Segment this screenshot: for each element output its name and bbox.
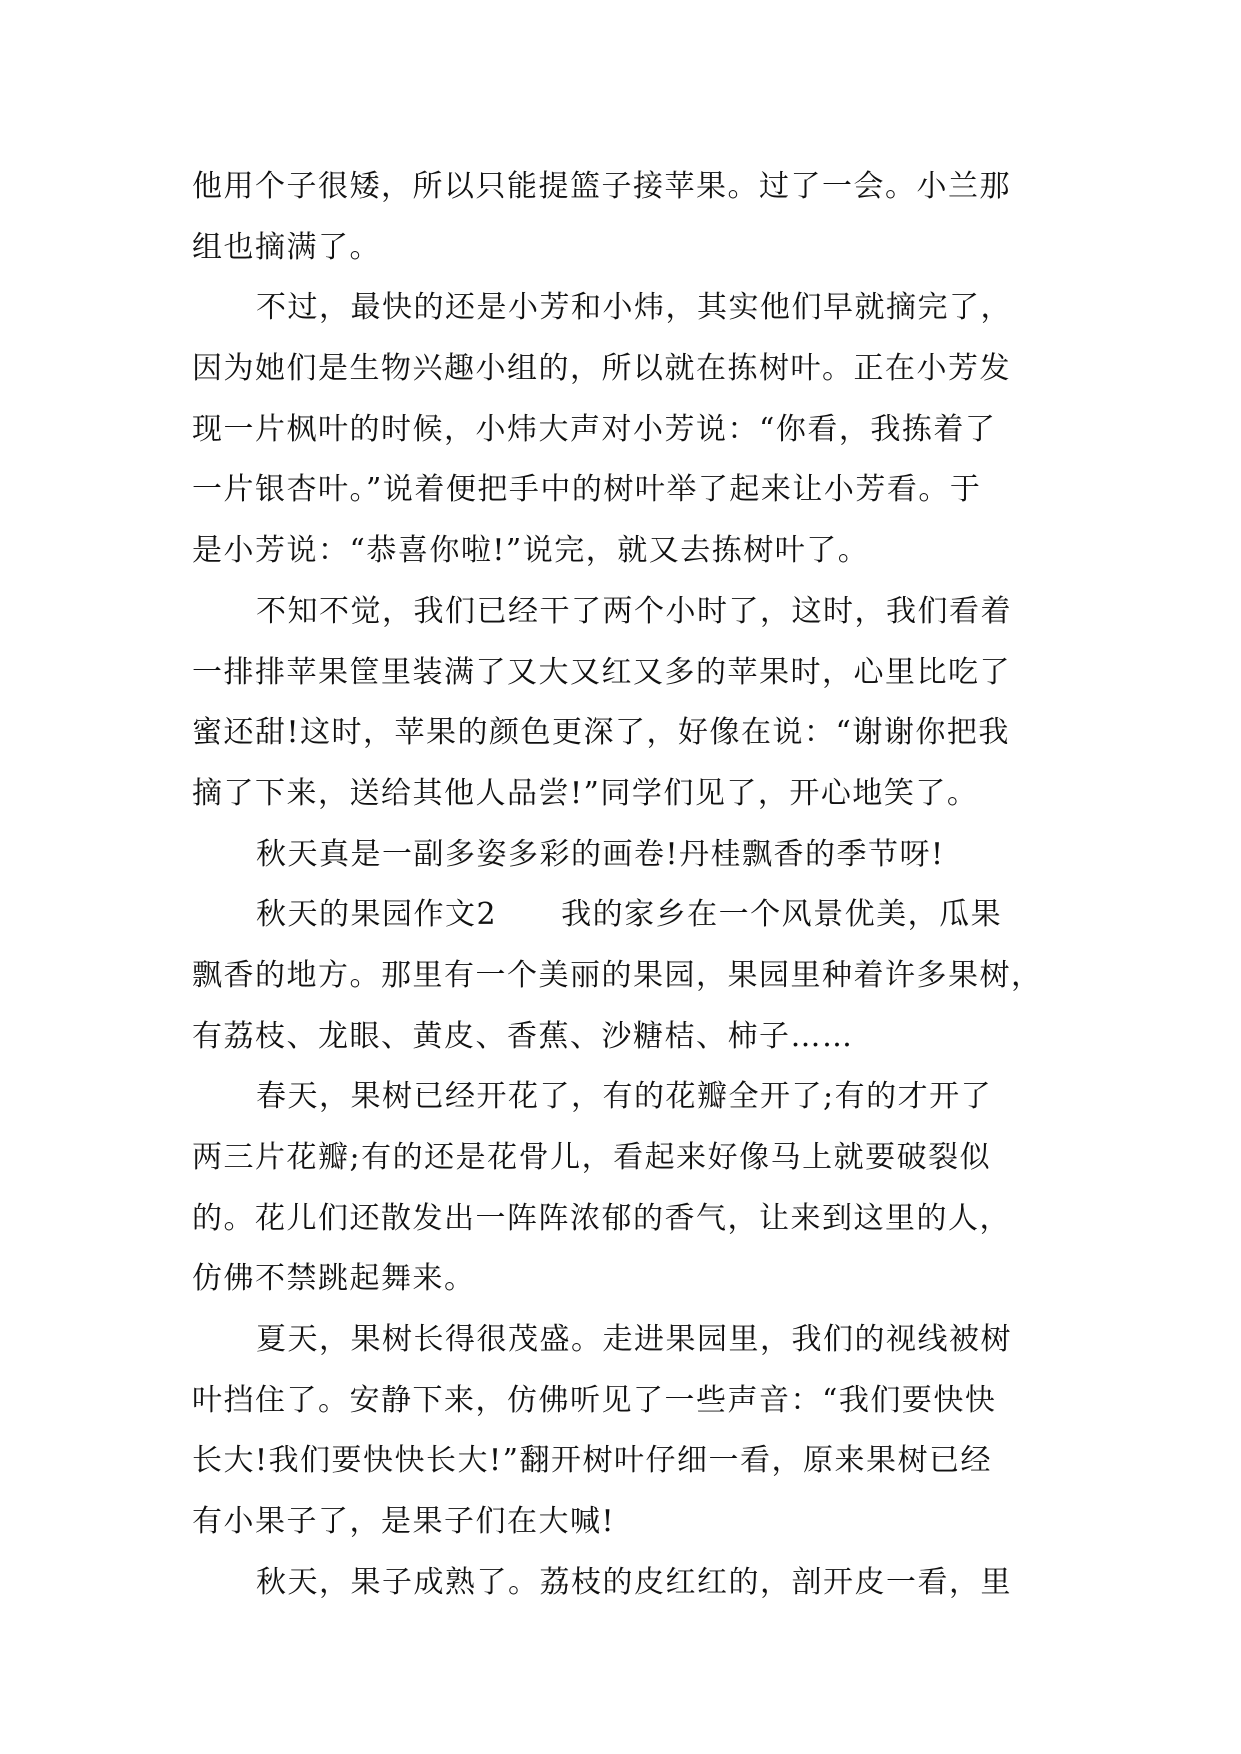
text-line: 长大!我们要快快长大!”翻开树叶仔细一看，原来果树已经 bbox=[192, 1443, 992, 1479]
text-line: 他用个子很矮，所以只能提篮子接苹果。过了一会。小兰那 bbox=[192, 169, 1011, 204]
paragraph-start-line: 秋天，果子成熟了。荔枝的皮红红的，剖开皮一看，里 bbox=[256, 1564, 1012, 1600]
paragraph-start-line: 不知不觉，我们已经干了两个小时了，这时，我们看着 bbox=[256, 593, 1012, 629]
paragraph-start-line: 春天，果树已经开花了，有的花瓣全开了;有的才开了 bbox=[256, 1079, 993, 1115]
text-line: 一排排苹果筐里装满了又大又红又多的苹果时，心里比吃了 bbox=[192, 654, 1011, 690]
essay-opening-text: 我的家乡在一个风景优美，瓜果 bbox=[561, 897, 1003, 933]
text-line: 现一片枫叶的时候，小炜大声对小芳说：“你看，我拣着了 bbox=[192, 411, 997, 447]
text-line: 蜜还甜!这时，苹果的颜色更深了，好像在说：“谢谢你把我 bbox=[192, 715, 1010, 751]
text-line: 叶挡住了。安静下来，仿佛听见了一些声音：“我们要快快 bbox=[192, 1382, 997, 1418]
text-line: 飘香的地方。那里有一个美丽的果园，果园里种着许多果树， bbox=[192, 957, 1043, 993]
text-line: 两三片花瓣;有的还是花骨儿，看起来好像马上就要破裂似 bbox=[192, 1140, 992, 1175]
paragraph-start-line: 秋天真是一副多姿多彩的画卷!丹桂飘香的季节呀! bbox=[256, 836, 945, 872]
essay-title: 秋天的果园作文2 bbox=[256, 897, 498, 933]
text-line: 摘了下来，送给其他人品尝!”同学们见了，开心地笑了。 bbox=[192, 775, 979, 811]
text-line: 因为她们是生物兴趣小组的，所以就在拣树叶。正在小芳发 bbox=[192, 351, 1011, 387]
document-body bbox=[192, 157, 1060, 1614]
text-line: 仿佛不禁跳起舞来。 bbox=[192, 1261, 476, 1297]
text-line: 一片银杏叶。”说着便把手中的树叶举了起来让小芳看。于 bbox=[192, 472, 982, 508]
text-line: 是小芳说：“恭喜你啦!”说完，就又去拣树叶了。 bbox=[192, 533, 870, 569]
essay-heading-line bbox=[192, 885, 1060, 946]
paragraph-start-line: 夏天，果树长得很茂盛。走进果园里，我们的视线被树 bbox=[256, 1322, 1012, 1358]
text-line: 的。花儿们还散发出一阵阵浓郁的香气，让来到这里的人， bbox=[192, 1200, 1011, 1236]
text-line: 有小果子了，是果子们在大喊! bbox=[192, 1504, 616, 1540]
text-line: 组也摘满了。 bbox=[192, 229, 381, 265]
paragraph-start-line: 不过，最快的还是小芳和小炜，其实他们早就摘完了， bbox=[256, 290, 1012, 326]
text-line: 有荔枝、龙眼、黄皮、香蕉、沙糖桔、柿子…… bbox=[192, 1018, 854, 1054]
